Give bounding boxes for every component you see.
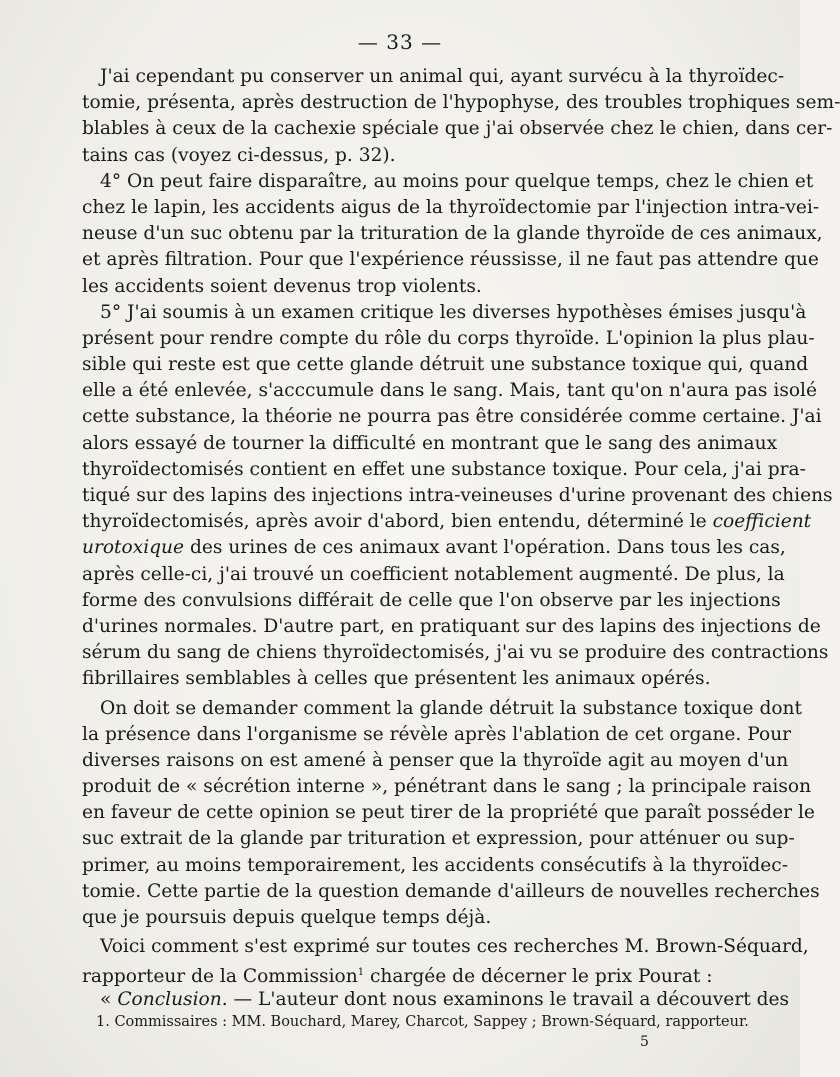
text-line: la présence dans l'organisme se révèle après l'ablation de cet organe. Pour bbox=[82, 723, 792, 745]
italic-heading: Conclusion. bbox=[117, 988, 228, 1010]
text-line-with-italic bbox=[82, 509, 812, 535]
text-line-quote bbox=[82, 987, 790, 1013]
text-line: les accidents soient devenus trop violents. bbox=[82, 275, 482, 297]
italic-term: coefficient bbox=[712, 511, 812, 533]
signature-mark: 5 bbox=[640, 1034, 649, 1050]
text-line: diverses raisons on est amené à penser que la thyroïde agit au moyen d'un bbox=[82, 749, 789, 771]
text-line: sible qui reste est que cette glande détruit une substance toxique qui, quand bbox=[82, 354, 809, 376]
text-line: tiqué sur des lapins des injections intra-veineuses d'urine provenant des chiens bbox=[82, 485, 833, 506]
text-line: elle a été enlevée, s'acccumule dans le sang. Mais, tant qu'on n'aura pas isolé bbox=[82, 380, 818, 402]
text-line: primer, au moins temporairement, les accidents consécutifs à la thyroïdec- bbox=[82, 854, 788, 876]
text-line: cette substance, la théorie ne pourra pas être considérée comme certaine. J'ai bbox=[82, 406, 822, 428]
body-text bbox=[82, 64, 840, 1013]
text-line: fibrillaires semblables à celles que présentent les animaux opérés. bbox=[82, 668, 711, 690]
text-line: thyroïdectomisés contient en effet une substance toxique. Pour cela, j'ai pra- bbox=[82, 458, 806, 480]
text-line: tomie, présenta, après destruction de l'hypophyse, des troubles trophiques sem- bbox=[82, 92, 840, 114]
text-line: et après filtration. Pour que l'expérience réussisse, il ne faut pas attendre que bbox=[82, 249, 819, 271]
text-line: 4° On peut faire disparaître, au moins pour quelque temps, chez le chien et bbox=[100, 170, 814, 192]
text-line: Voici comment s'est exprimé sur toutes ces recherches M. Brown-Séquard, bbox=[100, 936, 809, 958]
paragraph-4 bbox=[82, 696, 820, 932]
text-segment: thyroïdectomisés, après avoir d'abord, bien entendu, déterminé le bbox=[82, 511, 707, 533]
text-line: après celle-ci, j'ai trouvé un coefficient notablement augmenté. De plus, la bbox=[82, 563, 785, 585]
text-line-with-italic bbox=[82, 535, 786, 561]
paragraph-3 bbox=[82, 300, 833, 693]
text-line: sérum du sang de chiens thyroïdectomisés, j'ai vu se produire des contractions bbox=[82, 642, 829, 664]
paragraph-1 bbox=[82, 64, 840, 169]
paragraph-5 bbox=[82, 934, 809, 988]
footnote-reference: 1 bbox=[357, 967, 365, 979]
text-line: 5° J'ai soumis à un examen critique les diverses hypothèses émises jusqu'à bbox=[100, 301, 807, 323]
text-segment: rapporteur de la Commission bbox=[82, 966, 358, 988]
text-line: blables à ceux de la cachexie spéciale que j'ai observée chez le chien, dans cer- bbox=[82, 118, 833, 140]
footnote-text: Commissaires : MM. Bouchard, Marey, Charcot, Sappey ; Brown-Séquard, rapporteur. bbox=[114, 1014, 749, 1030]
text-segment: — L'auteur dont nous examinons le travail a découvert des bbox=[233, 988, 790, 1010]
text-line: On doit se demander comment la glande détruit la substance toxique dont bbox=[100, 697, 802, 719]
footnote bbox=[96, 1014, 749, 1030]
text-line-with-footnote bbox=[82, 960, 713, 988]
text-line: chez le lapin, les accidents aigus de la thyroïdectomie par l'injection intra-vei- bbox=[82, 196, 820, 218]
text-line: suc extrait de la glande par trituration et expression, pour atténuer ou sup- bbox=[82, 828, 795, 850]
footnote-marker: 1. bbox=[96, 1014, 110, 1030]
text-line: tomie. Cette partie de la question demande d'ailleurs de nouvelles recherches bbox=[82, 880, 820, 902]
italic-term: urotoxique bbox=[82, 537, 185, 559]
text-line: d'urines normales. D'autre part, en pratiquant sur des lapins des injections de bbox=[82, 615, 821, 637]
text-line: que je poursuis depuis quelque temps déjà. bbox=[82, 907, 492, 928]
page-number: — 33 — bbox=[357, 30, 443, 54]
text-line: produit de « sécrétion interne », pénétrant dans le sang ; la principale raison bbox=[82, 776, 812, 798]
text-segment: chargée de décerner le prix Pourat : bbox=[370, 966, 713, 988]
text-line: présent pour rendre compte du rôle du corps thyroïde. L'opinion la plus plau- bbox=[82, 327, 815, 349]
text-line: forme des convulsions différait de celle que l'on observe par les injections bbox=[82, 589, 781, 611]
quote-mark: « bbox=[100, 988, 112, 1010]
text-line: neuse d'un suc obtenu par la trituration de la glande thyroïde de ces animaux, bbox=[82, 223, 823, 245]
text-line: J'ai cependant pu conserver un animal qui, ayant survécu à la thyroïdec- bbox=[100, 66, 785, 87]
text-segment: des urines de ces animaux avant l'opération. Dans tous les cas, bbox=[189, 537, 786, 559]
paragraph-2 bbox=[82, 169, 823, 300]
text-line: alors essayé de tourner la difficulté en montrant que le sang des animaux bbox=[82, 432, 778, 454]
paragraph-6 bbox=[82, 987, 790, 1013]
text-line: tains cas (voyez ci-dessus, p. 32). bbox=[82, 144, 396, 166]
text-line: en faveur de cette opinion se peut tirer de la propriété que paraît posséder le bbox=[82, 802, 815, 824]
